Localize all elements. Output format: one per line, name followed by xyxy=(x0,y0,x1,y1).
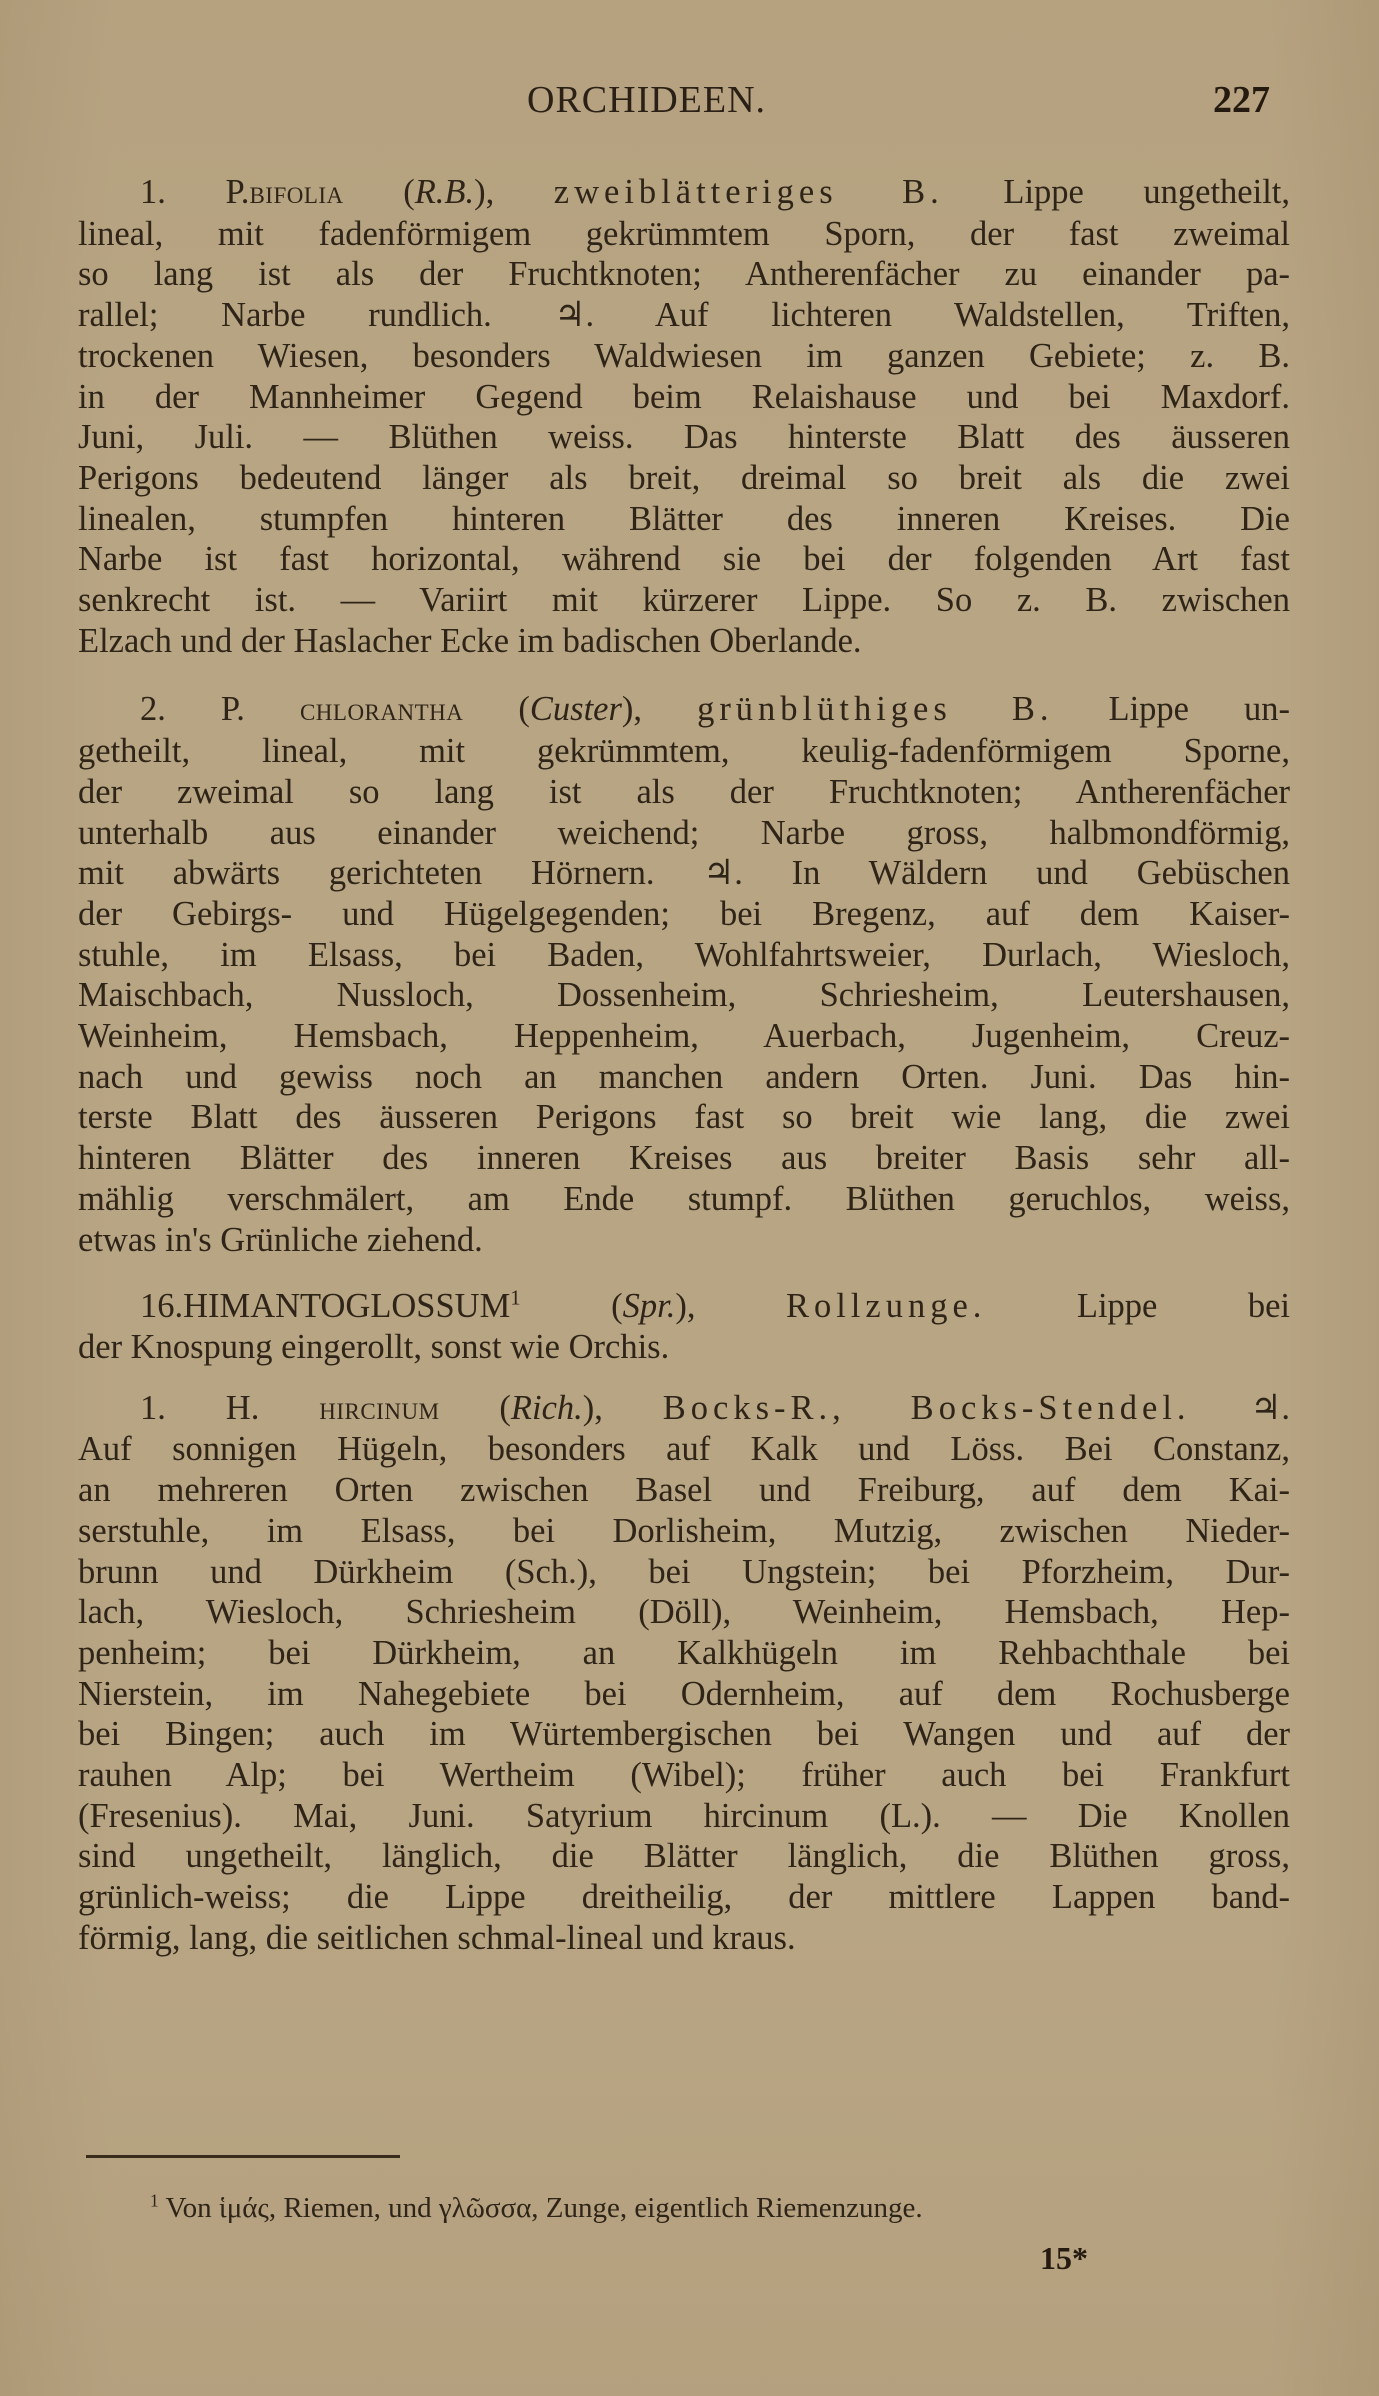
text-line: lach, Wiesloch, Schriesheim (Döll), Weinheim, Hemsbach, Hep- xyxy=(78,1593,1290,1632)
entry-platanthera-bifolia xyxy=(78,172,1290,661)
entry-heading-line: 1. H. hircinum (Rich.), Bocks-R., Bocks-Stendel. ♃. xyxy=(140,1388,1290,1427)
common-name: Bocks-R., Bocks-Stendel. xyxy=(662,1388,1191,1427)
text-line: unterhalb aus einander weichend; Narbe gross, halbmondförmig, xyxy=(78,813,1290,852)
text-line: stuhle, im Elsass, bei Baden, Wohlfahrtsweier, Durlach, Wiesloch, xyxy=(78,935,1290,974)
author-citation: R.B. xyxy=(414,173,475,211)
text-line: Weinheim, Hemsbach, Heppenheim, Auerbach, Jugenheim, Creuz- xyxy=(78,1017,1290,1056)
text-line: rallel; Narbe rundlich. ♃. Auf lichteren Waldstellen, Triften, xyxy=(78,296,1290,335)
text-line: brunn und Dürkheim (Sch.), bei Ungstein; bei Pforzheim, Dur- xyxy=(78,1552,1290,1591)
first-line-rest: Lippe ungetheilt, xyxy=(1003,173,1290,211)
first-line-rest: Lippe un- xyxy=(1108,690,1290,729)
genus-abbrev: H. xyxy=(225,1388,260,1427)
text-line: Narbe ist fast horizontal, während sie bei der folgenden Art fast xyxy=(78,540,1290,579)
author-citation: Rich. xyxy=(510,1388,583,1427)
entry-number: 1. xyxy=(140,1388,166,1427)
common-name: zweiblätteriges B. xyxy=(553,173,944,211)
text-line: penheim; bei Dürkheim, an Kalkhügeln im Rehbachthale bei xyxy=(78,1633,1290,1672)
text-line: sind ungetheilt, länglich, die Blätter länglich, die Blüthen gross, xyxy=(78,1837,1290,1876)
text-line: Perigons bedeutend länger als breit, dreimal so breit als die zwei xyxy=(78,458,1290,497)
text-line: hinteren Blätter des inneren Kreises aus breiter Basis sehr all- xyxy=(78,1139,1290,1178)
body-text xyxy=(78,172,1290,1959)
page-number: 227 xyxy=(1213,79,1270,121)
text-line: grünlich-weiss; die Lippe dreitheilig, der mittlere Lappen band- xyxy=(78,1878,1290,1917)
footnote-reference[interactable]: 1 xyxy=(510,1287,521,1310)
genus-name: HIMANTOGLOSSUM xyxy=(183,1287,511,1326)
author-citation: Spr. xyxy=(622,1287,676,1326)
entry-number: 2. xyxy=(140,690,166,729)
entry-platanthera-chlorantha xyxy=(78,689,1290,1260)
text-line: nach und gewiss noch an manchen andern Orten. Juni. Das hin- xyxy=(78,1057,1290,1096)
footnote-text: Von ἱμάς, Riemen, und γλῶσσα, Zunge, eigentlich Riemenzunge. xyxy=(165,2192,923,2224)
genus-himantoglossum xyxy=(78,1286,1290,1367)
genus-number: 16. xyxy=(140,1287,184,1326)
text-line: lineal, mit fadenförmigem gekrümmtem Sporn, der fast zweimal xyxy=(78,214,1290,253)
text-line: Elzach und der Haslacher Ecke im badischen Oberlande. xyxy=(78,621,862,660)
text-line: senkrecht ist. — Variirt mit kürzerer Lippe. So z. B. zwischen xyxy=(78,581,1290,620)
genus-heading-line: 16.HIMANTOGLOSSUM$^1$ (Spr.), Rollzunge. Lippe bei xyxy=(140,1287,1290,1326)
first-line-rest: Lippe bei xyxy=(1076,1287,1290,1326)
species-name: bifolia xyxy=(249,175,344,211)
species-name: chlorantha xyxy=(299,692,464,729)
entry-himantoglossum-hircinum xyxy=(78,1388,1290,1959)
text-line: förmig, lang, die seitlichen schmal-lineal und kraus. xyxy=(78,1918,796,1957)
genus-abbrev: P. xyxy=(225,173,250,211)
text-line: in der Mannheimer Gegend beim Relaishause und bei Maxdorf. xyxy=(78,377,1290,416)
text-line: serstuhle, im Elsass, bei Dorlisheim, Mutzig, zwischen Nieder- xyxy=(78,1511,1290,1550)
text-line: (Fresenius). Mai, Juni. Satyrium hircinum (L.). — Die Knollen xyxy=(78,1796,1290,1835)
species-name: hircinum xyxy=(319,1390,440,1427)
text-line: an mehreren Orten zwischen Basel und Freiburg, auf dem Kai- xyxy=(78,1471,1290,1510)
text-line: bei Bingen; auch im Würtembergischen bei Wangen und auf der xyxy=(78,1715,1290,1754)
text-line: Maischbach, Nussloch, Dossenheim, Schriesheim, Leutershausen, xyxy=(78,976,1290,1015)
text-line: Juni, Juli. — Blüthen weiss. Das hinterste Blatt des äusseren xyxy=(78,418,1290,457)
genus-abbrev: P. xyxy=(220,690,245,729)
footnote-marker: 1 xyxy=(150,2190,159,2211)
entry-number: 1. xyxy=(140,173,166,211)
text-line: trockenen Wiesen, besonders Waldwiesen im ganzen Gebiete; z. B. xyxy=(78,336,1290,375)
text-line: etwas in's Grünliche ziehend. xyxy=(78,1220,483,1259)
text-line: mit abwärts gerichteten Hörnern. ♃. In Wäldern und Gebüschen xyxy=(78,854,1290,893)
text-line: Auf sonnigen Hügeln, besonders auf Kalk und Löss. Bei Constanz, xyxy=(78,1430,1290,1469)
author-citation: Custer xyxy=(529,690,622,729)
text-line: terste Blatt des äusseren Perigons fast so breit wie lang, die zwei xyxy=(78,1098,1290,1137)
text-line: rauhen Alp; bei Wertheim (Wibel); früher auch bei Frankfurt xyxy=(78,1756,1290,1795)
running-title: ORCHIDEEN. xyxy=(527,79,767,121)
text-line: mählig verschmälert, am Ende stumpf. Blüthen geruchlos, weiss, xyxy=(78,1179,1290,1218)
text-line: der Knospung eingerollt, sonst wie Orchis. xyxy=(78,1327,670,1366)
common-name: grünblüthiges B. xyxy=(697,690,1054,729)
signature-mark: 15* xyxy=(1040,2240,1088,2276)
footnote-divider xyxy=(86,2155,400,2158)
text-line: so lang ist als der Fruchtknoten; Antherenfächer zu einander pa- xyxy=(78,255,1290,294)
entry-heading-line: 1. P.bifolia (R.B.), zweiblätteriges B. Lippe ungetheilt, xyxy=(140,173,1290,211)
perennial-symbol: ♃. xyxy=(1250,1388,1290,1427)
entry-heading-line: 2. P. chlorantha (Custer), grünblüthiges B. Lippe un- xyxy=(140,690,1290,729)
running-head xyxy=(0,78,1379,138)
text-line: Nierstein, im Nahegebiete bei Odernheim, auf dem Rochusberge xyxy=(78,1674,1290,1713)
footnote xyxy=(150,2192,923,2225)
text-line: der Gebirgs- und Hügelgegenden; bei Bregenz, auf dem Kaiser- xyxy=(78,894,1290,933)
common-name: Rollzunge. xyxy=(785,1287,987,1326)
text-line: der zweimal so lang ist als der Fruchtknoten; Antherenfächer xyxy=(78,772,1290,811)
text-line: linealen, stumpfen hinteren Blätter des inneren Kreises. Die xyxy=(78,499,1290,538)
text-line: getheilt, lineal, mit gekrümmtem, keulig-fadenförmigem Sporne, xyxy=(78,732,1290,771)
